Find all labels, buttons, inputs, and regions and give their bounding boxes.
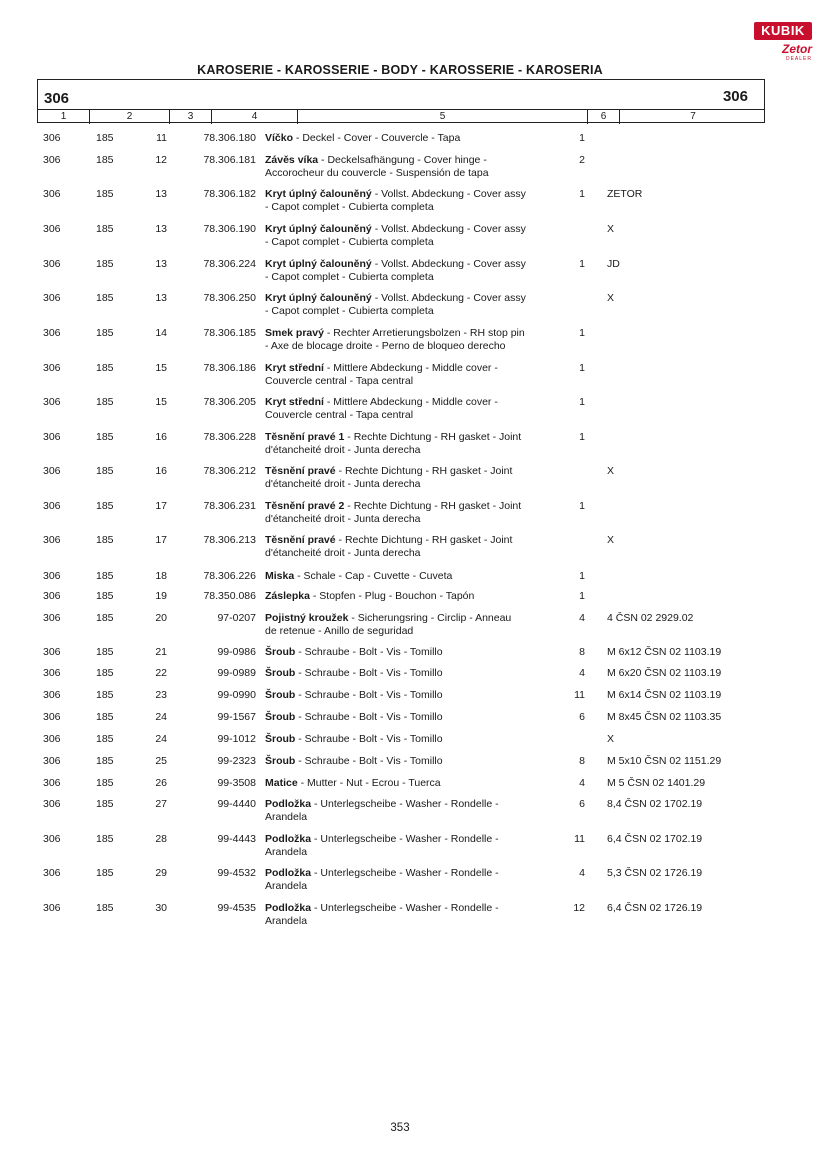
cell-subgroup: 185 [96, 534, 114, 546]
cell-subgroup: 185 [96, 777, 114, 789]
part-translations: - Schraube - Bolt - Vis - Tomillo [295, 667, 443, 679]
part-translations-line2: - Capot complet - Cubierta completa [265, 271, 434, 283]
part-translations: - Schale - Cap - Cuvette - Cuveta [294, 570, 453, 582]
cell-subgroup: 185 [96, 188, 114, 200]
part-name: Kryt střední [265, 362, 324, 374]
cell-description [265, 258, 555, 284]
cell-position: 18 [155, 570, 167, 582]
cell-subgroup: 185 [96, 689, 114, 701]
cell-group: 306 [43, 667, 61, 679]
cell-quantity: 4 [579, 612, 585, 624]
column-header-3: 3 [170, 110, 212, 124]
cell-part-number: 78.350.086 [203, 590, 256, 602]
cell-subgroup: 185 [96, 327, 114, 339]
cell-part-number: 78.306.228 [203, 431, 256, 443]
cell-note: 6,4 ČSN 02 1726.19 [607, 902, 703, 914]
cell-part-number: 99-4532 [217, 867, 256, 879]
part-translations: - Vollst. Abdeckung - Cover assy [371, 258, 526, 270]
cell-subgroup: 185 [96, 833, 114, 845]
cell-subgroup: 185 [96, 755, 114, 767]
column-header-4: 4 [212, 110, 298, 124]
column-header-2: 2 [90, 110, 170, 124]
cell-part-number: 99-0990 [217, 689, 256, 701]
cell-subgroup: 185 [96, 362, 114, 374]
cell-description [265, 500, 555, 526]
part-translations: - Rechte Dichtung - RH gasket - Joint [335, 534, 513, 546]
part-translations: - Vollst. Abdeckung - Cover assy [371, 292, 526, 304]
cell-note: M 6x12 ČSN 02 1103.19 [607, 646, 722, 658]
column-header-row [38, 109, 764, 124]
cell-description [265, 867, 555, 893]
part-translations: - Deckel - Cover - Couvercle - Tapa [293, 132, 461, 144]
part-name: Podložka [265, 867, 312, 879]
cell-group: 306 [43, 500, 61, 512]
part-name: Smek pravý [265, 327, 324, 339]
cell-description [265, 833, 555, 859]
logo-kubik-text: KUBIK [754, 22, 812, 40]
cell-note: M 6x20 ČSN 02 1103.19 [607, 667, 722, 679]
cell-note: X [607, 223, 615, 235]
cell-quantity: 1 [579, 570, 585, 582]
part-translations: - Rechte Dichtung - RH gasket - Joint [344, 431, 522, 443]
cell-group: 306 [43, 188, 61, 200]
part-name: Podložka [265, 798, 312, 810]
cell-description [265, 188, 555, 214]
part-translations: - Mittlere Abdeckung - Middle cover - [323, 362, 498, 374]
cell-part-number: 78.306.190 [203, 223, 256, 235]
part-translations: - Rechter Arretierungsbolzen - RH stop pin [323, 327, 525, 339]
part-translations: - Schraube - Bolt - Vis - Tomillo [295, 646, 443, 658]
cell-position: 16 [155, 431, 167, 443]
cell-position: 23 [155, 689, 167, 701]
cell-subgroup: 185 [96, 292, 114, 304]
dealer-logo [754, 14, 812, 64]
cell-subgroup: 185 [96, 867, 114, 879]
cell-part-number: 99-3508 [217, 777, 256, 789]
part-name: Kryt úplný čalouněný [265, 188, 372, 200]
cell-part-number: 78.306.213 [203, 534, 256, 546]
cell-description [265, 534, 555, 560]
part-translations-line2: d'étancheité droit - Junta derecha [265, 478, 421, 490]
part-translations-line2: d'étancheité droit - Junta derecha [265, 513, 421, 525]
cell-part-number: 99-4535 [217, 902, 256, 914]
cell-subgroup: 185 [96, 258, 114, 270]
cell-subgroup: 185 [96, 798, 114, 810]
cell-group: 306 [43, 258, 61, 270]
cell-quantity: 1 [579, 132, 585, 144]
part-name: Šroub [265, 733, 296, 745]
cell-note: M 6x14 ČSN 02 1103.19 [607, 689, 722, 701]
cell-description [265, 902, 555, 928]
part-name: Šroub [265, 667, 296, 679]
column-header-7: 7 [690, 111, 696, 122]
cell-description [265, 465, 555, 491]
cell-position: 11 [156, 132, 167, 144]
cell-position: 13 [155, 188, 167, 200]
part-translations-line2: - Capot complet - Cubierta completa [265, 305, 434, 317]
cell-group: 306 [43, 465, 61, 477]
cell-subgroup: 185 [96, 570, 114, 582]
cell-quantity: 4 [579, 777, 585, 789]
cell-position: 21 [155, 646, 167, 658]
cell-note: 4 ČSN 02 2929.02 [607, 612, 694, 624]
cell-position: 24 [155, 733, 167, 745]
cell-quantity: 4 [579, 867, 585, 879]
cell-position: 14 [155, 327, 167, 339]
cell-part-number: 78.306.231 [203, 500, 256, 512]
part-name: Kryt střední [265, 396, 324, 408]
cell-group: 306 [43, 689, 61, 701]
part-name: Těsnění pravé [265, 465, 336, 477]
cell-description [265, 431, 555, 457]
cell-quantity: 6 [579, 798, 585, 810]
part-translations-line2: Accorocheur du couvercle - Suspensión de tapa [265, 167, 489, 179]
page-number: 353 [390, 1122, 410, 1134]
cell-part-number: 78.306.182 [203, 188, 256, 200]
cell-position: 29 [155, 867, 167, 879]
cell-group: 306 [43, 902, 61, 914]
column-header-6: 6 [588, 110, 620, 124]
part-name: Matice [265, 777, 298, 789]
cell-part-number: 78.306.186 [203, 362, 256, 374]
cell-note: 8,4 ČSN 02 1702.19 [607, 798, 703, 810]
cell-position: 15 [155, 362, 167, 374]
part-translations-line2: d'étancheité droit - Junta derecha [265, 547, 421, 559]
section-number-left: 306 [44, 90, 70, 107]
part-translations: - Stopfen - Plug - Bouchon - Tapón [309, 590, 475, 602]
part-name: Šroub [265, 755, 296, 767]
part-name: Těsnění pravé [265, 534, 336, 546]
cell-group: 306 [43, 154, 61, 166]
cell-description [265, 646, 555, 659]
cell-description [265, 590, 555, 603]
cell-note: 6,4 ČSN 02 1702.19 [607, 833, 703, 845]
part-translations: - Rechte Dichtung - RH gasket - Joint [344, 500, 522, 512]
cell-part-number: 99-1012 [217, 733, 256, 745]
cell-subgroup: 185 [96, 590, 114, 602]
cell-position: 19 [155, 590, 167, 602]
cell-position: 15 [155, 396, 167, 408]
cell-subgroup: 185 [96, 396, 114, 408]
cell-position: 16 [155, 465, 167, 477]
cell-description [265, 667, 555, 680]
cell-note: 5,3 ČSN 02 1726.19 [607, 867, 703, 879]
cell-description [265, 362, 555, 388]
cell-part-number: 99-4440 [217, 798, 256, 810]
part-translations: - Mittlere Abdeckung - Middle cover - [323, 396, 498, 408]
part-translations-line2: Couvercle central - Tapa central [265, 375, 414, 387]
part-name: Těsnění pravé 2 [265, 500, 345, 512]
part-translations: - Unterlegscheibe - Washer - Rondelle - [311, 902, 499, 914]
cell-part-number: 78.306.224 [203, 258, 256, 270]
cell-part-number: 78.306.212 [203, 465, 256, 477]
cell-position: 13 [155, 258, 167, 270]
part-translations-line2: Arandela [265, 915, 308, 927]
part-translations: - Vollst. Abdeckung - Cover assy [371, 223, 526, 235]
cell-subgroup: 185 [96, 132, 114, 144]
cell-group: 306 [43, 570, 61, 582]
logo-zetor-text: Zetor [782, 42, 812, 56]
column-header-5: 5 [298, 110, 588, 124]
part-translations-line2: Arandela [265, 811, 308, 823]
cell-description [265, 711, 555, 724]
part-translations-line2: Couvercle central - Tapa central [265, 409, 414, 421]
cell-quantity: 11 [574, 689, 585, 701]
cell-quantity: 11 [574, 833, 585, 845]
part-translations-line2: d'étancheité droit - Junta derecha [265, 444, 421, 456]
part-translations: - Schraube - Bolt - Vis - Tomillo [295, 733, 443, 745]
cell-position: 13 [155, 223, 167, 235]
part-name: Šroub [265, 689, 296, 701]
cell-group: 306 [43, 867, 61, 879]
cell-group: 306 [43, 612, 61, 624]
part-name: Kryt úplný čalouněný [265, 223, 372, 235]
part-translations-line2: - Capot complet - Cubierta completa [265, 236, 434, 248]
cell-subgroup: 185 [96, 612, 114, 624]
cell-description [265, 798, 555, 824]
cell-part-number: 78.306.181 [203, 154, 256, 166]
cell-part-number: 78.306.180 [203, 132, 256, 144]
cell-group: 306 [43, 798, 61, 810]
cell-note: M 5 ČSN 02 1401.29 [607, 777, 706, 789]
cell-group: 306 [43, 396, 61, 408]
part-translations-line2: de retenue - Anillo de seguridad [265, 625, 414, 637]
cell-quantity: 1 [579, 431, 585, 443]
part-translations: - Rechte Dichtung - RH gasket - Joint [335, 465, 513, 477]
part-translations-line2: Arandela [265, 880, 308, 892]
cell-note: X [607, 465, 615, 477]
cell-position: 13 [155, 292, 167, 304]
cell-group: 306 [43, 223, 61, 235]
cell-position: 22 [155, 667, 167, 679]
part-name: Kryt úplný čalouněný [265, 258, 372, 270]
cell-quantity: 1 [579, 258, 585, 270]
cell-quantity: 1 [579, 590, 585, 602]
part-translations: - Schraube - Bolt - Vis - Tomillo [295, 755, 443, 767]
cell-subgroup: 185 [96, 431, 114, 443]
cell-part-number: 99-0986 [217, 646, 256, 658]
cell-part-number: 99-1567 [217, 711, 256, 723]
cell-group: 306 [43, 362, 61, 374]
part-name: Pojistný kroužek [265, 612, 349, 624]
cell-part-number: 78.306.205 [203, 396, 256, 408]
part-translations-line2: Arandela [265, 846, 308, 858]
cell-part-number: 78.306.226 [203, 570, 256, 582]
cell-position: 20 [155, 612, 167, 624]
cell-note: ZETOR [607, 188, 643, 200]
cell-group: 306 [43, 646, 61, 658]
cell-description [265, 292, 555, 318]
cell-subgroup: 185 [96, 646, 114, 658]
part-translations-line2: - Axe de blocage droite - Perno de bloqueo derecho [265, 340, 506, 352]
cell-description [265, 132, 555, 145]
cell-position: 28 [155, 833, 167, 845]
part-translations: - Schraube - Bolt - Vis - Tomillo [295, 689, 443, 701]
cell-part-number: 78.306.250 [203, 292, 256, 304]
cell-note: M 8x45 ČSN 02 1103.35 [607, 711, 722, 723]
part-name: Víčko [265, 132, 294, 144]
cell-part-number: 97-0207 [217, 612, 256, 624]
part-translations: - Unterlegscheibe - Washer - Rondelle - [311, 867, 499, 879]
cell-group: 306 [43, 431, 61, 443]
table-header-frame [37, 79, 765, 123]
cell-description [265, 396, 555, 422]
cell-quantity: 1 [579, 327, 585, 339]
cell-position: 30 [155, 902, 167, 914]
cell-note: X [607, 534, 615, 546]
cell-group: 306 [43, 590, 61, 602]
cell-subgroup: 185 [96, 733, 114, 745]
cell-subgroup: 185 [96, 154, 114, 166]
part-name: Šroub [265, 646, 296, 658]
part-name: Těsnění pravé 1 [265, 431, 345, 443]
cell-description [265, 612, 555, 638]
cell-note: X [607, 292, 615, 304]
cell-note: JD [607, 258, 620, 270]
cell-part-number: 99-0989 [217, 667, 256, 679]
part-translations: - Sicherungsring - Circlip - Anneau [348, 612, 512, 624]
part-translations: - Deckelsafhängung - Cover hinge - [318, 154, 487, 166]
cell-part-number: 99-4443 [217, 833, 256, 845]
cell-quantity: 6 [579, 711, 585, 723]
cell-group: 306 [43, 327, 61, 339]
cell-quantity: 1 [579, 500, 585, 512]
cell-group: 306 [43, 755, 61, 767]
cell-position: 26 [155, 777, 167, 789]
part-name: Záslepka [265, 590, 310, 602]
cell-description [265, 689, 555, 702]
cell-position: 17 [155, 500, 167, 512]
cell-group: 306 [43, 777, 61, 789]
cell-note: X [607, 733, 615, 745]
part-translations: - Unterlegscheibe - Washer - Rondelle - [311, 833, 499, 845]
cell-quantity: 8 [579, 755, 585, 767]
cell-description [265, 154, 555, 180]
cell-description [265, 327, 555, 353]
cell-subgroup: 185 [96, 500, 114, 512]
cell-description [265, 777, 555, 790]
cell-quantity: 4 [579, 667, 585, 679]
cell-group: 306 [43, 833, 61, 845]
part-name: Šroub [265, 711, 296, 723]
cell-subgroup: 185 [96, 667, 114, 679]
cell-position: 24 [155, 711, 167, 723]
page-title: KAROSERIE - KAROSSERIE - BODY - KAROSSERIE - KAROSERIA [197, 63, 603, 77]
cell-subgroup: 185 [96, 465, 114, 477]
cell-position: 17 [155, 534, 167, 546]
part-translations: - Schraube - Bolt - Vis - Tomillo [295, 711, 443, 723]
cell-subgroup: 185 [96, 711, 114, 723]
cell-description [265, 223, 555, 249]
cell-group: 306 [43, 534, 61, 546]
section-number-right: 306 [722, 88, 748, 105]
part-name: Kryt úplný čalouněný [265, 292, 372, 304]
part-name: Závěs víka [265, 154, 319, 166]
cell-quantity: 1 [579, 188, 585, 200]
cell-position: 25 [155, 755, 167, 767]
cell-quantity: 1 [579, 396, 585, 408]
cell-group: 306 [43, 132, 61, 144]
column-header-1: 1 [38, 110, 90, 124]
part-translations: - Vollst. Abdeckung - Cover assy [371, 188, 526, 200]
cell-group: 306 [43, 711, 61, 723]
cell-description [265, 733, 555, 746]
cell-description [265, 755, 555, 768]
cell-quantity: 8 [579, 646, 585, 658]
cell-position: 27 [155, 798, 167, 810]
cell-subgroup: 185 [96, 902, 114, 914]
part-translations-line2: - Capot complet - Cubierta completa [265, 201, 434, 213]
cell-quantity: 1 [579, 362, 585, 374]
cell-part-number: 78.306.185 [203, 327, 256, 339]
logo-dealer-text: DEALER [785, 56, 812, 62]
cell-position: 12 [155, 154, 167, 166]
cell-quantity: 2 [579, 154, 585, 166]
part-name: Miska [265, 570, 295, 582]
part-translations: - Mutter - Nut - Ecrou - Tuerca [297, 777, 441, 789]
part-translations: - Unterlegscheibe - Washer - Rondelle - [311, 798, 499, 810]
cell-group: 306 [43, 733, 61, 745]
part-name: Podložka [265, 833, 312, 845]
cell-group: 306 [43, 292, 61, 304]
cell-quantity: 12 [573, 902, 585, 914]
part-name: Podložka [265, 902, 312, 914]
cell-note: M 5x10 ČSN 02 1151.29 [607, 755, 722, 767]
cell-subgroup: 185 [96, 223, 114, 235]
cell-part-number: 99-2323 [217, 755, 256, 767]
cell-description [265, 570, 555, 583]
